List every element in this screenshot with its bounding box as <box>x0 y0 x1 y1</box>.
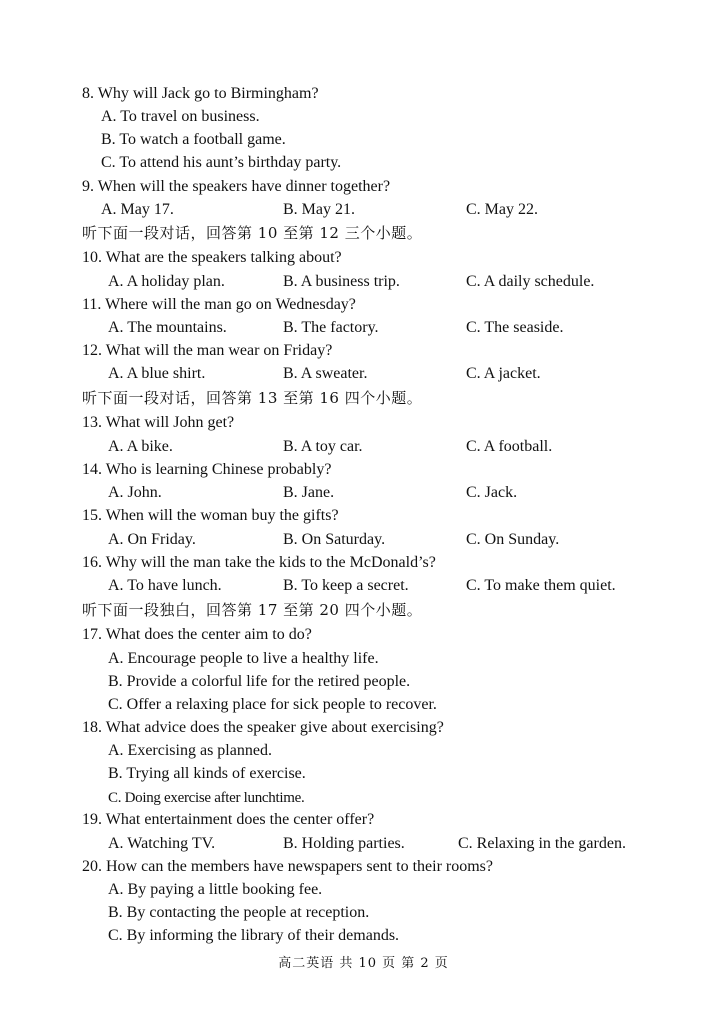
answer-option: B. Trying all kinds of exercise. <box>108 765 306 782</box>
answer-option: C. To make them quiet. <box>466 577 616 594</box>
answer-option: A. A blue shirt. <box>108 365 206 382</box>
question-stem: 15. When will the woman buy the gifts? <box>82 507 339 524</box>
answer-option: C. A daily schedule. <box>466 273 595 290</box>
answer-option: A. By paying a little booking fee. <box>108 881 323 898</box>
answer-option: A. A bike. <box>108 438 173 455</box>
answer-option: B. The factory. <box>283 319 379 336</box>
answer-option: B. Holding parties. <box>283 835 405 852</box>
answer-option: C. Jack. <box>466 484 518 501</box>
answer-option: B. On Saturday. <box>283 531 386 548</box>
answer-option: B. A business trip. <box>283 273 400 290</box>
answer-option: A. Watching TV. <box>108 835 216 852</box>
answer-option: A. A holiday plan. <box>108 273 225 290</box>
answer-option: C. The seaside. <box>466 319 564 336</box>
answer-option: B. May 21. <box>283 201 355 218</box>
question-stem: 19. What entertainment does the center offer? <box>82 811 375 828</box>
answer-option: C. Offer a relaxing place for sick people to recover. <box>108 696 437 713</box>
answer-option: A. May 17. <box>101 201 174 218</box>
answer-option: C. To attend his aunt’s birthday party. <box>101 154 342 171</box>
question-stem: 18. What advice does the speaker give about exercising? <box>82 719 444 736</box>
answer-option: C. A jacket. <box>466 365 541 382</box>
question-stem: 20. How can the members have newspapers sent to their rooms? <box>82 858 493 875</box>
answer-option: B. To keep a secret. <box>283 577 409 594</box>
question-stem: 17. What does the center aim to do? <box>82 626 312 643</box>
answer-option: C. On Sunday. <box>466 531 560 548</box>
question-stem: 8. Why will Jack go to Birmingham? <box>82 85 319 102</box>
section-instruction: 听下面一段对话，回答第 13 至第 16 四个小题。 <box>82 389 423 407</box>
answer-option: C. Doing exercise after lunchtime. <box>108 790 305 806</box>
section-instruction: 听下面一段独白，回答第 17 至第 20 四个小题。 <box>82 601 423 619</box>
answer-option: A. John. <box>108 484 162 501</box>
answer-option: A. To travel on business. <box>101 108 260 125</box>
answer-option: B. To watch a football game. <box>101 131 286 148</box>
answer-option: A. Encourage people to live a healthy life. <box>108 650 379 667</box>
question-stem: 11. Where will the man go on Wednesday? <box>82 296 356 313</box>
answer-option: A. To have lunch. <box>108 577 222 594</box>
question-stem: 12. What will the man wear on Friday? <box>82 342 333 359</box>
answer-option: B. Jane. <box>283 484 335 501</box>
answer-option: B. A sweater. <box>283 365 368 382</box>
page-footer: 高二英语 共 10 页 第 2 页 <box>278 956 449 971</box>
section-instruction: 听下面一段对话，回答第 10 至第 12 三个小题。 <box>82 224 423 242</box>
answer-option: C. Relaxing in the garden. <box>458 835 626 852</box>
question-stem: 14. Who is learning Chinese probably? <box>82 461 332 478</box>
answer-option: B. Provide a colorful life for the retired people. <box>108 673 411 690</box>
answer-option: C. By informing the library of their demands. <box>108 927 400 944</box>
answer-option: A. On Friday. <box>108 531 196 548</box>
answer-option: B. A toy car. <box>283 438 363 455</box>
answer-option: B. By contacting the people at reception. <box>108 904 370 921</box>
answer-option: C. A football. <box>466 438 553 455</box>
question-stem: 10. What are the speakers talking about? <box>82 249 342 266</box>
question-stem: 16. Why will the man take the kids to the McDonald’s? <box>82 554 436 571</box>
question-stem: 13. What will John get? <box>82 414 235 431</box>
question-stem: 9. When will the speakers have dinner together? <box>82 178 391 195</box>
answer-option: C. May 22. <box>466 201 538 218</box>
answer-option: A. Exercising as planned. <box>108 742 272 759</box>
answer-option: A. The mountains. <box>108 319 227 336</box>
